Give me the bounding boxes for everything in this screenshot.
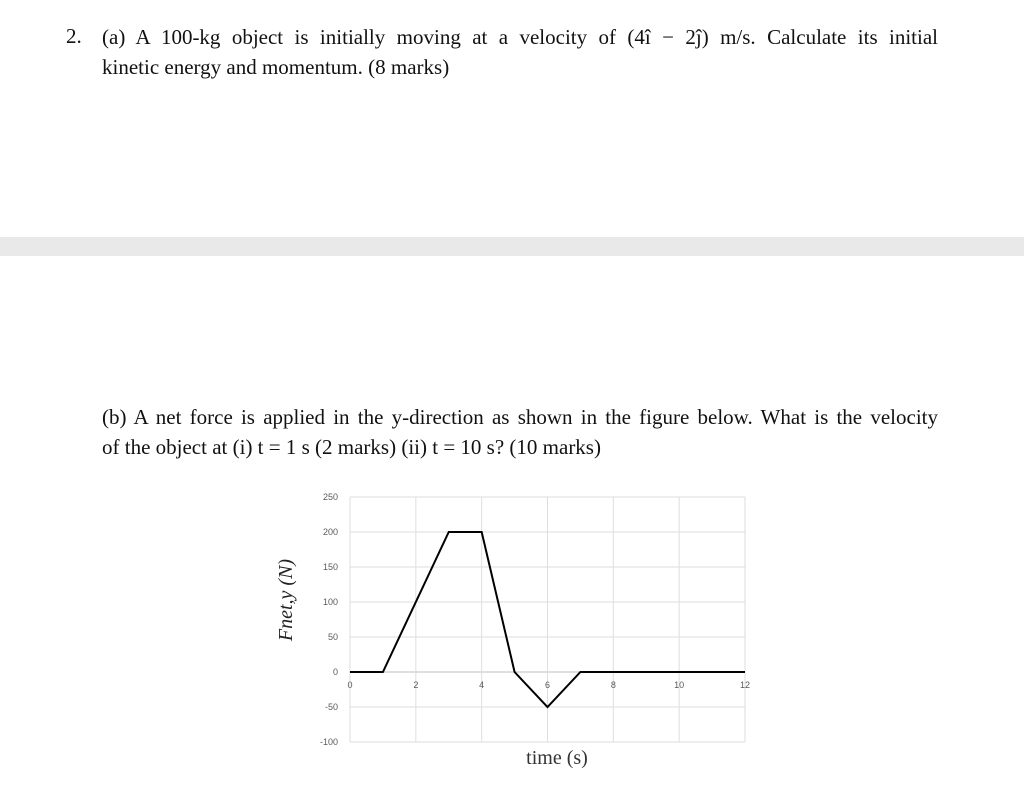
y-tick-label: 0 bbox=[332, 667, 338, 677]
part-a-line-1: (a) A 100-kg object is initially moving at a velocity of (4î − 2ĵ) m/s. Calculate its initial bbox=[102, 25, 938, 49]
x-axis-label: time (s) bbox=[526, 747, 588, 769]
y-tick-label: -50 bbox=[324, 702, 338, 712]
x-tick-label: 2 bbox=[413, 680, 419, 690]
y-tick-label: -100 bbox=[319, 737, 338, 747]
y-tick-label: 50 bbox=[327, 632, 338, 642]
part-b-line-2: of the object at (i) t = 1 s (2 marks) (ii) t = 10 s? (10 marks) bbox=[102, 435, 601, 459]
part-a-line-2: kinetic energy and momentum. (8 marks) bbox=[102, 55, 450, 79]
x-tick-label: 0 bbox=[347, 680, 353, 690]
y-axis-label: Fnet,y (N) bbox=[275, 558, 297, 642]
x-tick-label: 12 bbox=[739, 680, 751, 690]
y-tick-label: 200 bbox=[322, 527, 338, 537]
y-tick-label: 250 bbox=[322, 492, 338, 502]
x-tick-label: 10 bbox=[674, 680, 685, 690]
question-number: 2. bbox=[66, 24, 82, 48]
y-tick-label: 100 bbox=[322, 597, 338, 607]
part-b-line-1: (b) A net force is applied in the y-direction as shown in the figure below. What is the velocity bbox=[102, 405, 938, 429]
x-tick-label: 6 bbox=[544, 680, 551, 690]
y-tick-label: 150 bbox=[322, 562, 338, 572]
x-tick-label: 4 bbox=[479, 680, 485, 690]
x-tick-label: 8 bbox=[610, 680, 616, 690]
